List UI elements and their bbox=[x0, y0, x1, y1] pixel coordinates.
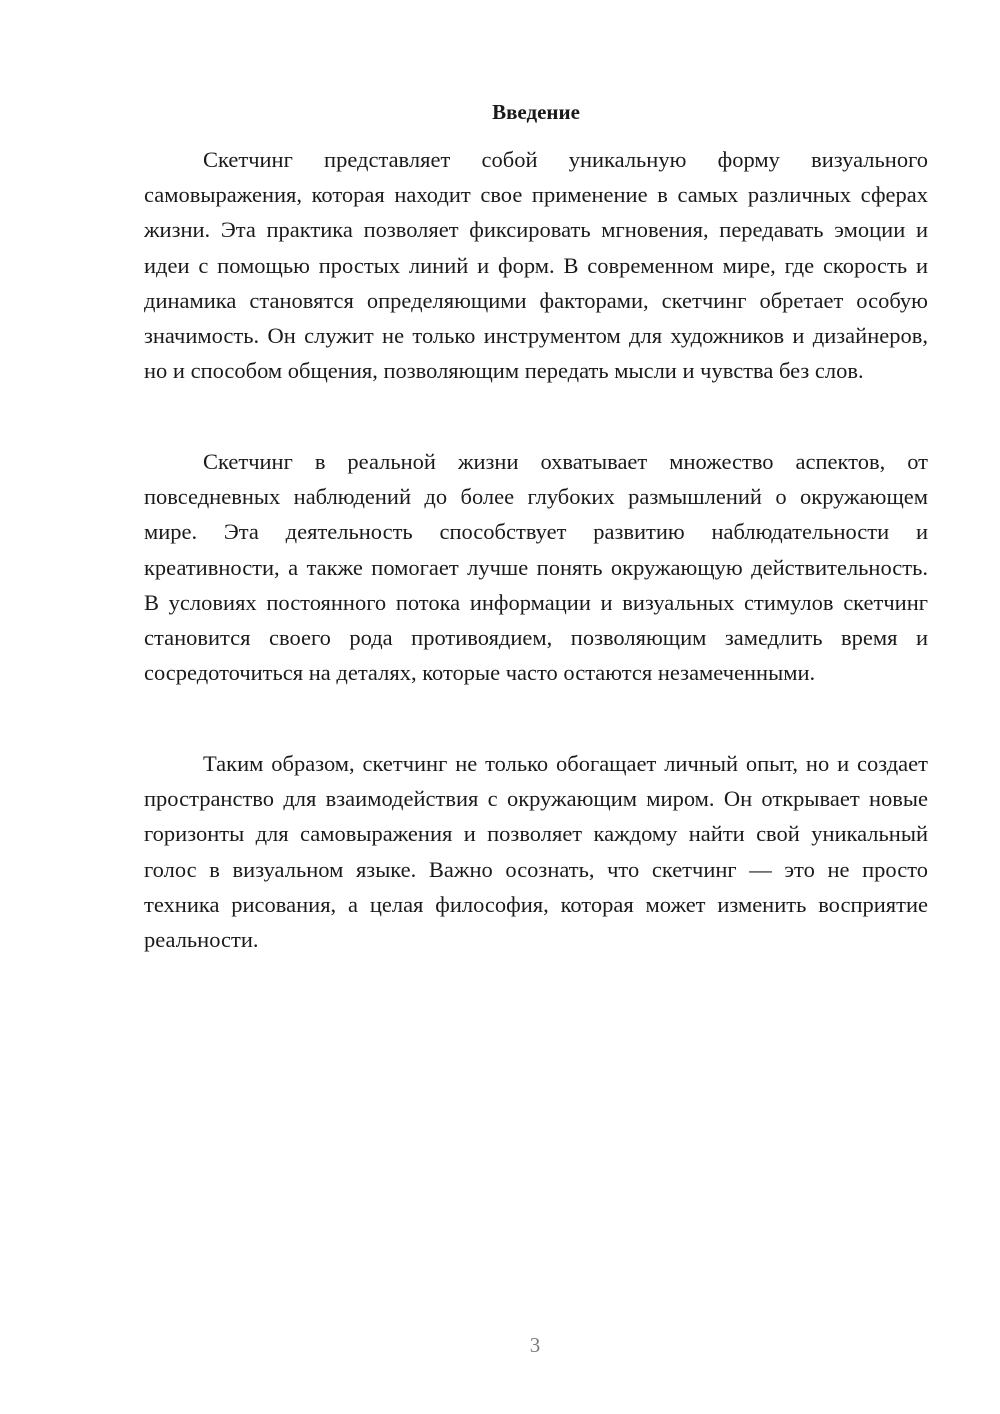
paragraph-3: Таким образом, скетчинг не только обогащает личный опыт, но и создает пространство для взаимодействия с окружающим миром. Он открывает новые горизонты для самовыражения и позволяет каждому найти свой уникальный голос в визуальном языке. Важно осознать, что скетчинг — это не просто техника рисования, а целая философия, которая может изменить восприятие реальности. bbox=[144, 751, 928, 953]
section-heading: Введение bbox=[492, 100, 580, 124]
paragraph-2: Скетчинг в реальной жизни охватывает множество аспектов, от повседневных наблюдений до более глубоких размышлений о окружающем мире. Эта деятельность способствует развитию наблюдательности и креативности, а также помогает лучше понять окружающую действительность. В условиях постоянного потока информации и визуальных стимулов скетчинг становится своего рода противоядием, позволяющим замедлить время и сосредоточиться на деталях, которые часто остаются незамеченными. bbox=[144, 449, 928, 686]
paragraph-1: Скетчинг представляет собой уникальную форму визуального самовыражения, которая находит свое применение в самых различных сферах жизни. Эта практика позволяет фиксировать мгновения, передавать эмоции и идеи с помощью простых линий и форм. В современном мире, где скорость и динамика становятся определяющими факторами, скетчинг обретает особую значимость. Он служит не только инструментом для художников и дизайнеров, но и способом общения, позволяющим передать мысли и чувства без слов. bbox=[144, 147, 928, 384]
page-number: 3 bbox=[529, 1333, 541, 1357]
